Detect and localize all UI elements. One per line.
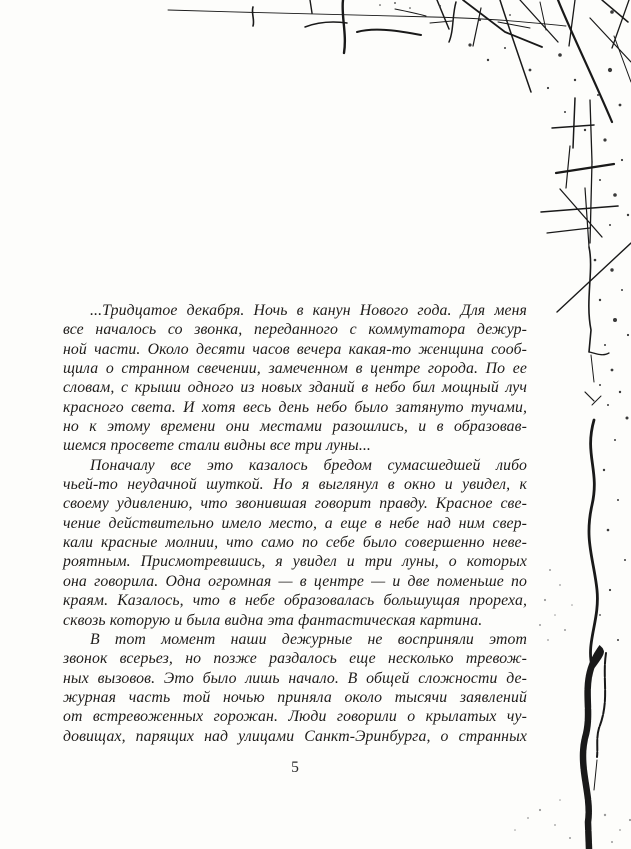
paragraph [63, 456, 527, 630]
page-text [63, 301, 527, 746]
text-line: все началось со звонка, переданного с коммутатора дежур- [63, 321, 527, 339]
text-line: ...Тридцатое декабря. Ночь в канун Нового года. Для меня [90, 302, 527, 319]
text-line: довищах, парящих над улицами Санкт-Эринбурга, о странных [63, 727, 527, 745]
text-line: журная часть той ночью приняла около тысячи заявлений [63, 688, 527, 706]
text-line: краям. Казалось, что в небе образовалась большущая прореха, [63, 592, 527, 610]
text-line: В тот момент наши дежурные не восприняли этот [90, 630, 527, 648]
text-line: сквозь которую и была видна эта фантастическая картина. [63, 611, 483, 629]
text-line: ных вызовов. Это было лишь начало. В общей сложности де- [63, 669, 527, 687]
text-line: Поначалу все это казалось бредом сумасшедшей либо [90, 456, 527, 474]
text-line: от встревоженных горожан. Люди говорили о крылатых чу- [63, 708, 527, 726]
top-edge-crack-line [168, 0, 566, 53]
text-line: кали красные молнии, что само по себе было совершенно неве- [63, 534, 527, 552]
text-line: словам, с крыши одного из новых зданий в небо бил мощный луч [63, 379, 527, 397]
page-number: 5 [291, 759, 299, 776]
text-line: роятным. Присмотревшись, я увидел и три луны, о которых [63, 553, 527, 571]
text-line: щила о странном свечении, замеченном в центре города. По ее [63, 360, 527, 378]
right-wavy-brush-stroke [583, 420, 606, 849]
paragraph [63, 301, 527, 456]
text-line: но к этому времени они местами разошлись, и в образовав- [63, 418, 527, 436]
paragraph [63, 630, 527, 746]
text-line: шемся просвете стали видны все три луны... [63, 437, 371, 455]
text-line: она говорила. Одна огромная — в центре — и две поменьше по [63, 572, 527, 590]
text-line: чьей-то неудачной шуткой. Но я выглянул в окно и увидел, к [63, 476, 527, 494]
right-edge-crack-chain [541, 98, 631, 405]
text-line: своему удивлению, что звонившая говорит правду. Красное све- [63, 495, 527, 513]
text-line: звонок всерьез, но позже раздалось еще несколько тревож- [63, 650, 527, 668]
text-line: чение действительно имело место, а еще в небе над ним свер- [63, 514, 527, 532]
text-line: ной части. Около десяти часов вечера какая-то женщина сооб- [63, 340, 527, 358]
text-line: красного света. И хотя весь день небо было затянуто тучами, [63, 398, 527, 416]
top-right-crack-cluster [430, 0, 631, 122]
